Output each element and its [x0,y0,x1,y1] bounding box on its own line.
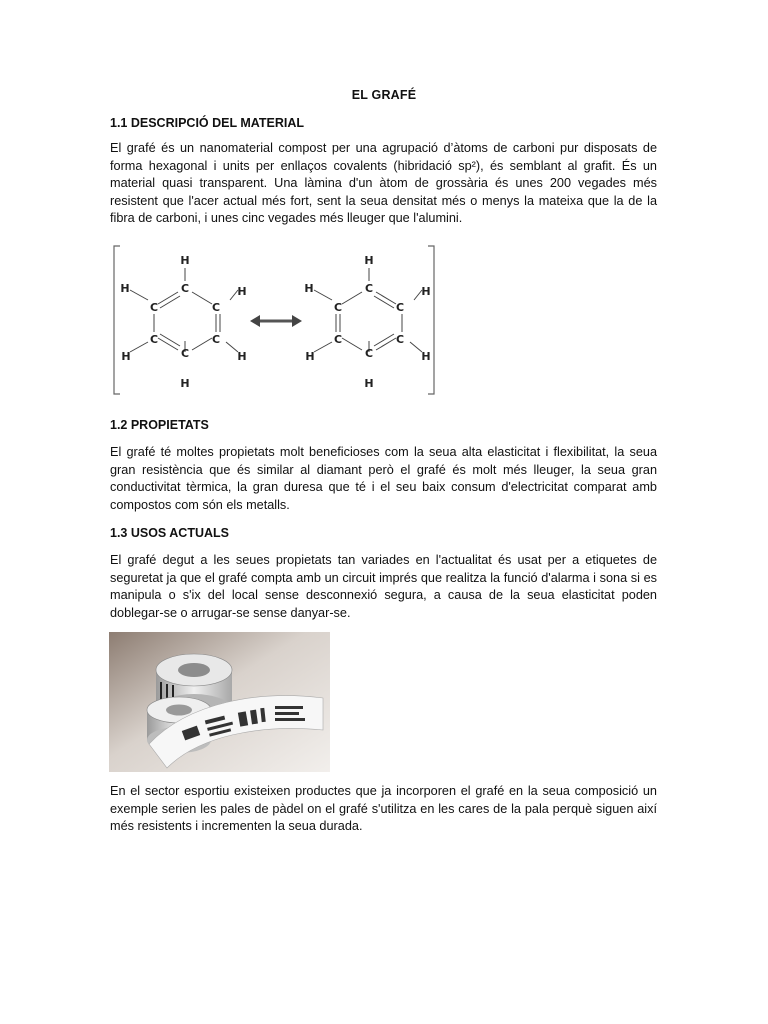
paragraph-security-labels: El grafé degut a les seues propietats tan variades en l'actualitat és usat per a etiquetes de seguretat ja que el grafé compta amb un circuit imprés que realitza la funció d'alarma i sona si es manipula o s'ix del local sense desconnexió segura, a causa de la seua elasticitat poden doblegar-se o arrugar-se sense danyar-se. [110,553,657,620]
svg-text:C: C [149,301,159,314]
svg-text:H: H [237,350,247,363]
left-bracket [114,246,120,394]
svg-text:H: H [364,254,374,267]
benzene-resonance-diagram [108,240,440,400]
resonance-arrow-icon [250,315,302,327]
paragraph-sports-products: En el sector esportiu existeixen productes que ja incorporen el grafé en la seua composició un exemple serien les pales de pàdel on el grafé s'utilitza en les cares de la pala perquè siguen així més resistents i incrementen la seua durada. [110,784,657,834]
security-labels-photo [109,632,330,772]
svg-text:H: H [180,254,190,267]
svg-text:C: C [333,301,343,314]
section-heading-properties: 1.2 PROPIETATS [110,418,209,432]
svg-text:H: H [364,377,374,390]
section-heading-description: 1.1 DESCRIPCIÓ DEL MATERIAL [110,116,305,130]
svg-text:H: H [305,350,315,363]
svg-text:H: H [120,282,130,295]
svg-text:H: H [180,377,190,390]
paragraph-properties: El grafé té moltes propietats molt beneficioses com la seua alta elasticitat i flexibilitat, la seua gran resistència que és similar al diamant però el grafé és molt més lleuger, la seua gran conductivitat tèrmica, la gran duresa que té i el seu baix consum d'electricitat comparat amb compostos com són els metalls. [110,445,657,512]
svg-text:H: H [421,285,431,298]
svg-text:H: H [304,282,314,295]
svg-text:C: C [211,333,221,346]
svg-text:H: H [237,285,247,298]
svg-text:C: C [395,301,405,314]
svg-text:C: C [333,333,343,346]
benzene-structure-right [304,254,430,390]
svg-text:C: C [211,301,221,314]
right-bracket [428,246,434,394]
paragraph-description: El grafé és un nanomaterial compost per una agrupació d’àtoms de carboni pur disposats de forma hexagonal i units per enllaços covalents (hibridació sp²), és semblant al grafit. És un material quasi transparent. Una làmina d'un àtom de grossària és unes 200 vegades més resistent que l'acer actual més fort, sent la seua densitat més o menys la mateixa que la de la fibra de carboni, i unes cinc vegades més lleuger que l'alumini. [110,141,657,226]
section-heading-current-uses: 1.3 USOS ACTUALS [110,526,230,540]
svg-text:C: C [149,333,159,346]
svg-text:C: C [180,347,190,360]
svg-text:C: C [364,347,374,360]
svg-text:H: H [121,350,131,363]
svg-text:C: C [180,282,190,295]
benzene-structure-left [120,254,246,390]
svg-text:C: C [364,282,374,295]
svg-text:H: H [421,350,431,363]
svg-text:C: C [395,333,405,346]
document-title: EL GRAFÉ [351,88,417,102]
